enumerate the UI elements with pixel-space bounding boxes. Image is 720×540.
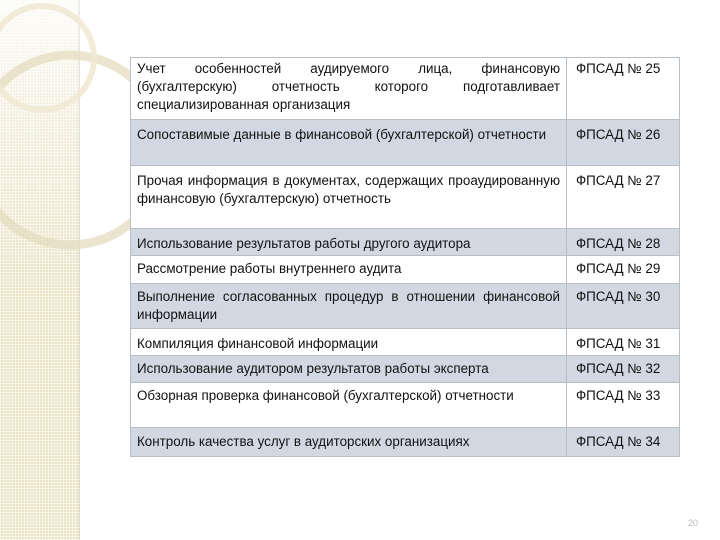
standard-code-cell: ФПСАД № 31 (567, 329, 680, 356)
standard-name-cell: Обзорная проверка финансовой (бухгалтерской) отчетности (131, 383, 567, 428)
table-row (131, 329, 680, 356)
standard-name-cell: Использование аудитором результатов работы эксперта (131, 356, 567, 383)
table-row (131, 120, 680, 166)
standard-name-cell: Учет особенностей аудируемого лица, финансовую (бухгалтерскую) отчетность которого подготавливает специализированная организация (131, 58, 567, 120)
table-row (131, 428, 680, 457)
standard-name-cell: Использование результатов работы другого аудитора (131, 229, 567, 256)
table-row (131, 256, 680, 284)
standard-code-cell: ФПСАД № 26 (567, 120, 680, 166)
table-row (131, 229, 680, 256)
standard-name-cell: Компиляция финансовой информации (131, 329, 567, 356)
side-strip-shine (0, 0, 80, 300)
standard-code-cell: ФПСАД № 33 (567, 383, 680, 428)
table-row (131, 166, 680, 229)
table-row (131, 58, 680, 120)
standard-code-cell: ФПСАД № 32 (567, 356, 680, 383)
standard-code-cell: ФПСАД № 30 (567, 284, 680, 329)
table-row (131, 284, 680, 329)
standard-name-cell: Выполнение согласованных процедур в отношении финансовой информации (131, 284, 567, 329)
standard-name-cell: Рассмотрение работы внутреннего аудита (131, 256, 567, 284)
standard-code-cell: ФПСАД № 29 (567, 256, 680, 284)
standard-name-cell: Сопоставимые данные в финансовой (бухгалтерской) отчетности (131, 120, 567, 166)
standard-code-cell: ФПСАД № 27 (567, 166, 680, 229)
table-row (131, 356, 680, 383)
standards-table (130, 57, 680, 457)
page-number: 20 (688, 518, 699, 528)
standard-name-cell: Контроль качества услуг в аудиторских организациях (131, 428, 567, 457)
table-row (131, 383, 680, 428)
standard-code-cell: ФПСАД № 25 (567, 58, 680, 120)
standard-code-cell: ФПСАД № 28 (567, 229, 680, 256)
standard-name-cell: Прочая информация в документах, содержащих проаудированную финансовую (бухгалтерскую) отчетность (131, 166, 567, 229)
decorative-side-strip (0, 0, 80, 540)
standard-code-cell: ФПСАД № 34 (567, 428, 680, 457)
side-strip-edge (77, 0, 80, 540)
